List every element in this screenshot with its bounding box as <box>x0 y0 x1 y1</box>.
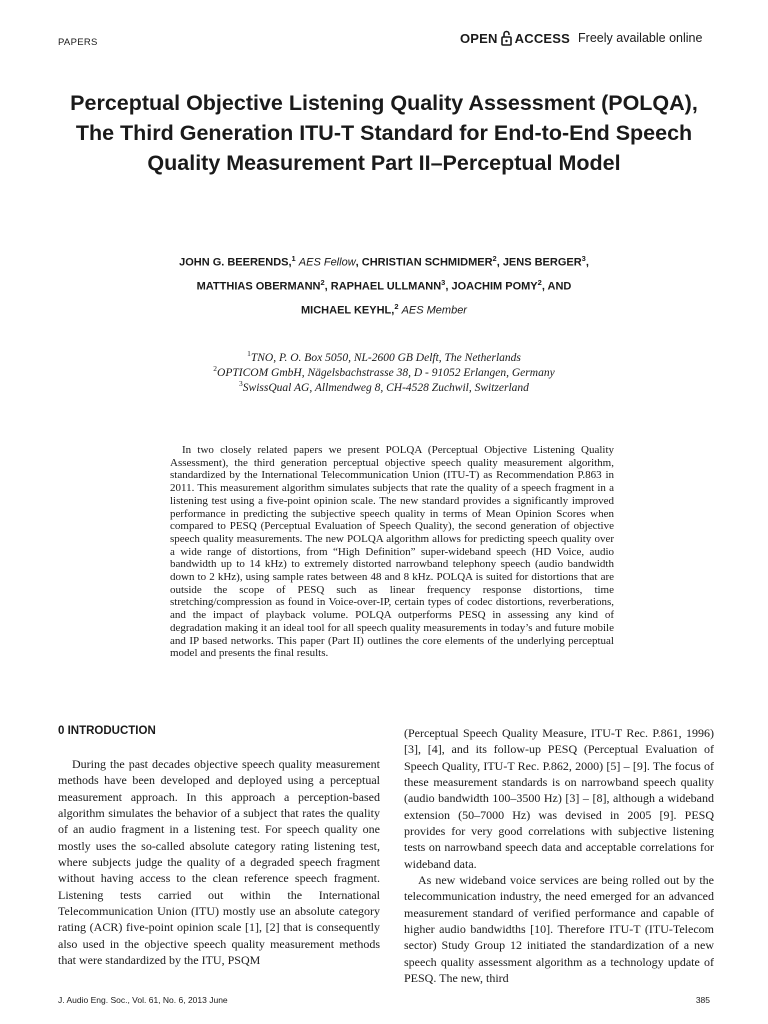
affiliation-number: 1 <box>247 349 251 358</box>
author-separator: , AND <box>541 280 572 293</box>
author-line-3 <box>60 302 708 317</box>
author-separator: , <box>585 256 589 269</box>
paper-title: Perceptual Objective Listening Quality Assessment (POLQA), The Third Generation ITU-T Standard for End-to-End Speech Quality Measurement Part II–Perceptual Model <box>70 91 698 175</box>
affiliation-3 <box>60 377 708 395</box>
freely-available-label: Freely available online <box>578 31 703 45</box>
author-line-2 <box>60 278 708 293</box>
author-name: MATTHIAS OBERMANN <box>196 280 321 293</box>
section-label: PAPERS <box>58 37 98 48</box>
author-name: , JENS BERGER <box>496 256 582 269</box>
affiliation-marker: 2 <box>492 254 497 263</box>
affiliation-marker: 2 <box>537 278 542 287</box>
author-role: AES Member <box>401 304 467 317</box>
affiliation-marker: 1 <box>291 254 296 263</box>
author-name: JOHN G. BEERENDS, <box>179 256 292 269</box>
open-lock-icon <box>501 30 512 46</box>
author-name: MICHAEL KEYHL, <box>301 304 395 317</box>
affiliation-text: TNO, P. O. Box 5050, NL-2600 GB Delft, The Netherlands <box>250 351 521 364</box>
author-role: AES Fellow <box>298 256 356 269</box>
affiliation-marker: 3 <box>581 254 586 263</box>
open-access-badge <box>460 30 702 46</box>
page-number: 385 <box>695 995 710 1005</box>
abstract: In two closely related papers we present POLQA (Perceptual Objective Listening Quality Assessment), the third generation perceptual objective speech quality measurement algorithm, standardized by the International Telecommunication Union (ITU-T) as Recommendation P.863 in 2011. This measurement algorithm simulates subjects that rate the quality of a speech fragment in a listening test using a five-point opinion scale. The new standard provides a significantly improved performance in predicting the subjective speech quality in terms of Mean Opinion Scores when compared to PESQ (Perceptual Evaluation of Speech Quality), the second generation of objective speech quality measurements. The new POLQA algorithm allows for predicting speech quality over a wide range of distortions, from “High Definition” super-wideband speech (HD Voice, audio bandwidth up to 14 kHz) to extremely distorted narrowband telephony speech (audio bandwidth down to 2 kHz), using sample rates between 48 and 8 kHz. POLQA is suited for distortions that are outside the scope of PESQ such as linear frequency response distortions, time stretching/compression as found in Voice-over-IP, certain types of codec distortions, reverberations, and the impact of playback volume. POLQA outperforms PESQ in assessing any kind of degradation making it an ideal tool for all speech quality measurements in today’s and future mobile and IP based networks. This paper (Part II) outlines the core elements of the underlying perceptual model and presents the final results. <box>170 444 614 660</box>
open-label: OPEN <box>460 30 498 46</box>
affiliation-marker: 2 <box>320 278 325 287</box>
affiliation-text: SwissQual AG, Allmendweg 8, CH-4528 Zuchwil, Switzerland <box>242 381 529 394</box>
author-line-1 <box>60 254 708 269</box>
author-name: , JOACHIM POMY <box>445 280 538 293</box>
author-name: , CHRISTIAN SCHMIDMER <box>355 256 493 269</box>
journal-citation: J. Audio Eng. Soc., Vol. 61, No. 6, 2013 June <box>58 995 228 1005</box>
affiliation-marker: 3 <box>441 278 446 287</box>
body-paragraph: As new wideband voice services are being rolled out by the telecommunication industry, the need emerged for an advanced measurement standard of verified performance and capable of higher audio bandwidths [10]. Therefore ITU-T (ITU-Telecom sector) Study Group 12 initiated the standardization of a new speech quality assessment algorithm as a technology update of PESQ. The new, third <box>404 873 714 986</box>
body-column-left: During the past decades objective speech quality measurement methods have been developed and deployed using a perceptual measurement approach. In this approach a perception-based algorithm simulates the behavior of a subject that rates the quality of an audio fragment in a listening test. For speech quality one mostly uses the so-called absolute category rating listening test, where subjects judge the quality of a degraded speech fragment without having access to the clean reference speech fragment. Listening tests carried out within the International Telecommunication Union (ITU) mostly use an absolute category rating (ACR) five-point opinion scale [1], [2] that is consequently also used in the objective speech quality measurement methods that were standardized by the ITU, PSQM <box>58 757 380 968</box>
affiliation-marker: 2 <box>394 302 399 311</box>
section-heading-introduction: 0 INTRODUCTION <box>58 725 156 737</box>
affiliation-text: OPTICOM GmbH, Nägelsbachstrasse 38, D - 91052 Erlangen, Germany <box>217 366 555 379</box>
access-label: ACCESS <box>514 30 571 46</box>
author-name: , RAPHAEL ULLMANN <box>324 280 442 293</box>
affiliation-number: 3 <box>239 379 243 388</box>
body-column-right <box>404 725 714 987</box>
affiliation-number: 2 <box>213 364 218 373</box>
body-paragraph: (Perceptual Speech Quality Measure, ITU-T Rec. P.861, 1996) [3], [4], and its follow-up PESQ (Perceptual Evaluation of Speech Quality, ITU-T Rec. P.862, 2000) [5] – [9]. The focus of these measurement standards is on narrowband speech quality (audio bandwidth 100–3500 Hz) [3] – [8], although a wideband extension (50–7000 Hz) was devised in 2005 [9]. PESQ provides for very good correlations with subjective listening tests on narrowband speech data and acceptable correlations for wideband data. <box>404 726 714 871</box>
